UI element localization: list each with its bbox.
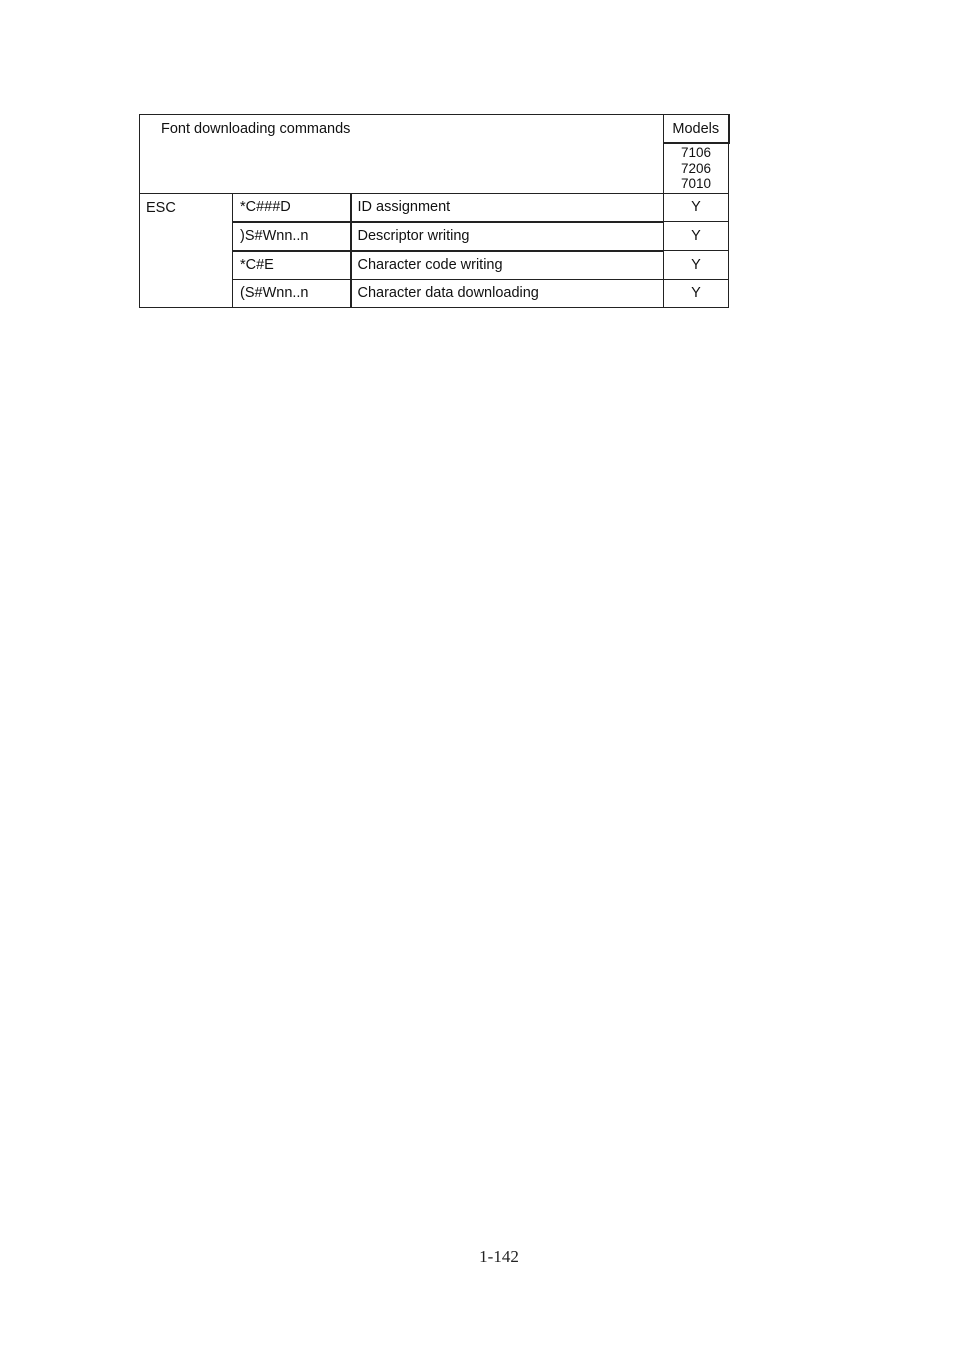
model-number: 7010: [680, 176, 712, 191]
command-description: Character code writing: [351, 251, 664, 280]
page-number: 1-142: [479, 1247, 519, 1266]
command-code: *C#E: [233, 251, 351, 280]
command-prefix: ESC: [140, 193, 233, 307]
command-code: (S#Wnn..n: [233, 279, 351, 307]
model-support: Y: [664, 193, 729, 222]
command-description: Character data downloading: [351, 279, 664, 307]
model-number: 7106: [680, 145, 712, 160]
command-description: Descriptor writing: [351, 222, 664, 251]
font-downloading-commands-table: [139, 114, 730, 308]
model-support: Y: [664, 251, 729, 280]
model-support: Y: [664, 222, 729, 251]
command-code: )S#Wnn..n: [233, 222, 351, 251]
table-row: [140, 193, 729, 222]
models-list: [664, 143, 729, 193]
command-code: *C###D: [233, 193, 351, 222]
model-number: 7206: [680, 160, 712, 176]
models-header: Models: [664, 115, 729, 144]
command-description: ID assignment: [351, 193, 664, 222]
model-support: Y: [664, 279, 729, 307]
table-title: Font downloading commands: [140, 115, 664, 194]
